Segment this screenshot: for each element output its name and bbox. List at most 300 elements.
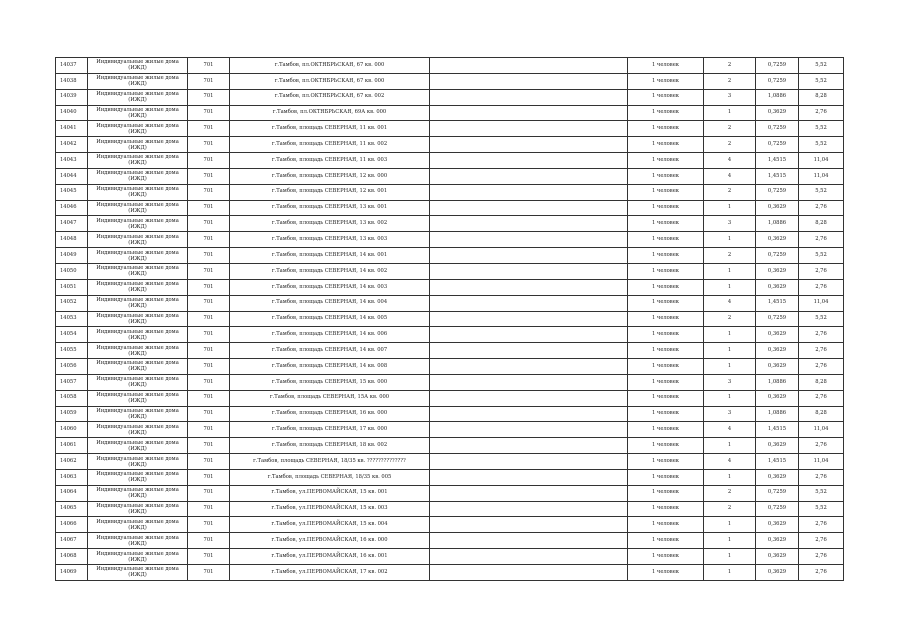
cell-address: г.Тамбов, площадь СЕВЕРНАЯ, 11 кв. 002 (230, 137, 430, 153)
cell-note (430, 422, 628, 438)
cell-value-1: 1,4515 (756, 168, 799, 184)
cell-type: Индивидуальные жилые дома (ИЖД) (88, 137, 188, 153)
cell-note (430, 390, 628, 406)
cell-type: Индивидуальные жилые дома (ИЖД) (88, 438, 188, 454)
cell-note (430, 137, 628, 153)
cell-code: 701 (188, 327, 230, 343)
cell-id: 14067 (56, 533, 88, 549)
cell-address: г.Тамбов, площадь СЕВЕРНАЯ, 15А кв. 000 (230, 390, 430, 406)
cell-unit: 1 человек (628, 406, 704, 422)
cell-code: 701 (188, 517, 230, 533)
cell-type: Индивидуальные жилые дома (ИЖД) (88, 153, 188, 169)
cell-count: 2 (704, 248, 756, 264)
cell-id: 14049 (56, 248, 88, 264)
cell-value-1: 0,3629 (756, 469, 799, 485)
cell-code: 701 (188, 232, 230, 248)
cell-unit: 1 человек (628, 327, 704, 343)
cell-count: 3 (704, 216, 756, 232)
cell-type: Индивидуальные жилые дома (ИЖД) (88, 406, 188, 422)
cell-id: 14054 (56, 327, 88, 343)
table-row (56, 359, 844, 375)
cell-code: 701 (188, 406, 230, 422)
cell-id: 14056 (56, 359, 88, 375)
cell-type: Индивидуальные жилые дома (ИЖД) (88, 73, 188, 89)
cell-unit: 1 человек (628, 263, 704, 279)
cell-value-1: 1,4515 (756, 422, 799, 438)
cell-note (430, 232, 628, 248)
cell-count: 2 (704, 137, 756, 153)
cell-unit: 1 человек (628, 390, 704, 406)
table-row (56, 390, 844, 406)
cell-code: 701 (188, 422, 230, 438)
cell-value-2: 11,04 (799, 168, 844, 184)
cell-type: Индивидуальные жилые дома (ИЖД) (88, 549, 188, 565)
cell-value-2: 2,76 (799, 533, 844, 549)
cell-id: 14042 (56, 137, 88, 153)
cell-type: Индивидуальные жилые дома (ИЖД) (88, 454, 188, 470)
cell-type: Индивидуальные жилые дома (ИЖД) (88, 343, 188, 359)
cell-unit: 1 человек (628, 374, 704, 390)
cell-count: 1 (704, 565, 756, 581)
cell-value-2: 8,28 (799, 216, 844, 232)
cell-value-1: 0,3629 (756, 343, 799, 359)
cell-type: Индивидуальные жилые дома (ИЖД) (88, 359, 188, 375)
cell-unit: 1 человек (628, 216, 704, 232)
cell-note (430, 184, 628, 200)
cell-note (430, 200, 628, 216)
cell-note (430, 343, 628, 359)
cell-code: 701 (188, 216, 230, 232)
cell-id: 14061 (56, 438, 88, 454)
cell-note (430, 469, 628, 485)
cell-code: 701 (188, 121, 230, 137)
cell-code: 701 (188, 248, 230, 264)
cell-count: 1 (704, 517, 756, 533)
cell-code: 701 (188, 311, 230, 327)
cell-count: 2 (704, 73, 756, 89)
table-row (56, 485, 844, 501)
cell-unit: 1 человек (628, 469, 704, 485)
cell-unit: 1 человек (628, 89, 704, 105)
cell-id: 14048 (56, 232, 88, 248)
cell-value-2: 8,28 (799, 89, 844, 105)
cell-address: г.Тамбов, площадь СЕВЕРНАЯ, 14 кв. 002 (230, 263, 430, 279)
cell-code: 701 (188, 105, 230, 121)
cell-id: 14041 (56, 121, 88, 137)
cell-value-1: 0,3629 (756, 390, 799, 406)
table-row (56, 232, 844, 248)
cell-id: 14066 (56, 517, 88, 533)
cell-note (430, 549, 628, 565)
cell-value-2: 2,76 (799, 565, 844, 581)
cell-address: г.Тамбов, площадь СЕВЕРНАЯ, 14 кв. 004 (230, 295, 430, 311)
cell-value-2: 2,76 (799, 438, 844, 454)
cell-value-1: 1,0886 (756, 216, 799, 232)
table-row (56, 501, 844, 517)
cell-note (430, 279, 628, 295)
cell-code: 701 (188, 168, 230, 184)
cell-value-2: 2,76 (799, 517, 844, 533)
table-row (56, 311, 844, 327)
cell-note (430, 153, 628, 169)
cell-type: Индивидуальные жилые дома (ИЖД) (88, 89, 188, 105)
cell-code: 701 (188, 89, 230, 105)
cell-code: 701 (188, 137, 230, 153)
cell-unit: 1 человек (628, 58, 704, 74)
cell-note (430, 168, 628, 184)
cell-type: Индивидуальные жилые дома (ИЖД) (88, 295, 188, 311)
cell-note (430, 263, 628, 279)
cell-unit: 1 человек (628, 454, 704, 470)
cell-value-2: 2,76 (799, 549, 844, 565)
cell-value-2: 8,28 (799, 406, 844, 422)
cell-code: 701 (188, 565, 230, 581)
table-row (56, 469, 844, 485)
cell-id: 14043 (56, 153, 88, 169)
cell-value-1: 1,4515 (756, 153, 799, 169)
cell-value-2: 2,76 (799, 105, 844, 121)
cell-code: 701 (188, 58, 230, 74)
cell-address: г.Тамбов, ул.ПЕРВОМАЙСКАЯ, 15 кв. 001 (230, 485, 430, 501)
cell-address: г.Тамбов, площадь СЕВЕРНАЯ, 18/35 кв. 005 (230, 469, 430, 485)
cell-value-1: 0,3629 (756, 549, 799, 565)
cell-value-2: 2,76 (799, 200, 844, 216)
cell-value-2: 11,04 (799, 153, 844, 169)
cell-value-1: 0,7259 (756, 121, 799, 137)
cell-value-2: 5,52 (799, 485, 844, 501)
cell-value-2: 5,52 (799, 137, 844, 153)
cell-note (430, 374, 628, 390)
cell-code: 701 (188, 200, 230, 216)
cell-count: 4 (704, 422, 756, 438)
cell-code: 701 (188, 485, 230, 501)
cell-count: 1 (704, 390, 756, 406)
cell-unit: 1 человек (628, 533, 704, 549)
cell-unit: 1 человек (628, 184, 704, 200)
cell-code: 701 (188, 390, 230, 406)
cell-value-1: 1,0886 (756, 374, 799, 390)
cell-value-2: 5,52 (799, 121, 844, 137)
cell-note (430, 533, 628, 549)
cell-address: г.Тамбов, площадь СЕВЕРНАЯ, 12 кв. 000 (230, 168, 430, 184)
cell-code: 701 (188, 454, 230, 470)
cell-count: 1 (704, 343, 756, 359)
table-row (56, 137, 844, 153)
cell-id: 14065 (56, 501, 88, 517)
cell-value-2: 5,52 (799, 248, 844, 264)
cell-count: 1 (704, 279, 756, 295)
cell-address: г.Тамбов, площадь СЕВЕРНАЯ, 15 кв. 000 (230, 374, 430, 390)
cell-type: Индивидуальные жилые дома (ИЖД) (88, 533, 188, 549)
cell-type: Индивидуальные жилые дома (ИЖД) (88, 374, 188, 390)
table-row (56, 121, 844, 137)
cell-code: 701 (188, 533, 230, 549)
cell-unit: 1 человек (628, 279, 704, 295)
cell-address: г.Тамбов, площадь СЕВЕРНАЯ, 14 кв. 003 (230, 279, 430, 295)
cell-value-2: 2,76 (799, 279, 844, 295)
cell-address: г.Тамбов, площадь СЕВЕРНАЯ, 14 кв. 001 (230, 248, 430, 264)
cell-type: Индивидуальные жилые дома (ИЖД) (88, 168, 188, 184)
cell-count: 2 (704, 184, 756, 200)
cell-address: г.Тамбов, пл.ОКТЯБРЬСКАЯ, 67 кв. 000 (230, 73, 430, 89)
table-row (56, 295, 844, 311)
document-page (55, 57, 843, 581)
cell-address: г.Тамбов, площадь СЕВЕРНАЯ, 16 кв. 000 (230, 406, 430, 422)
cell-value-1: 0,3629 (756, 327, 799, 343)
cell-address: г.Тамбов, ул.ПЕРВОМАЙСКАЯ, 16 кв. 000 (230, 533, 430, 549)
table-row (56, 58, 844, 74)
cell-value-1: 0,3629 (756, 533, 799, 549)
table-row (56, 406, 844, 422)
cell-type: Индивидуальные жилые дома (ИЖД) (88, 485, 188, 501)
cell-id: 14057 (56, 374, 88, 390)
cell-count: 4 (704, 153, 756, 169)
table-row (56, 343, 844, 359)
cell-unit: 1 человек (628, 422, 704, 438)
cell-type: Индивидуальные жилые дома (ИЖД) (88, 422, 188, 438)
table-row (56, 200, 844, 216)
cell-value-2: 2,76 (799, 327, 844, 343)
cell-code: 701 (188, 501, 230, 517)
cell-type: Индивидуальные жилые дома (ИЖД) (88, 200, 188, 216)
cell-value-1: 0,7259 (756, 58, 799, 74)
table-row (56, 422, 844, 438)
cell-unit: 1 человек (628, 168, 704, 184)
cell-type: Индивидуальные жилые дома (ИЖД) (88, 517, 188, 533)
cell-count: 1 (704, 533, 756, 549)
cell-count: 4 (704, 295, 756, 311)
cell-id: 14037 (56, 58, 88, 74)
cell-value-1: 0,3629 (756, 232, 799, 248)
cell-note (430, 327, 628, 343)
cell-address: г.Тамбов, площадь СЕВЕРНАЯ, 18/35 кв. ?????????????? (230, 454, 430, 470)
cell-value-2: 5,52 (799, 184, 844, 200)
cell-value-1: 0,7259 (756, 248, 799, 264)
cell-id: 14046 (56, 200, 88, 216)
cell-type: Индивидуальные жилые дома (ИЖД) (88, 263, 188, 279)
cell-code: 701 (188, 295, 230, 311)
cell-code: 701 (188, 359, 230, 375)
cell-note (430, 565, 628, 581)
table-row (56, 565, 844, 581)
cell-unit: 1 человек (628, 153, 704, 169)
cell-value-2: 11,04 (799, 422, 844, 438)
cell-id: 14060 (56, 422, 88, 438)
cell-value-2: 2,76 (799, 359, 844, 375)
table-row (56, 549, 844, 565)
cell-unit: 1 человек (628, 501, 704, 517)
table-row (56, 374, 844, 390)
cell-note (430, 454, 628, 470)
cell-unit: 1 человек (628, 248, 704, 264)
cell-value-2: 11,04 (799, 454, 844, 470)
cell-unit: 1 человек (628, 485, 704, 501)
table-row (56, 327, 844, 343)
cell-code: 701 (188, 469, 230, 485)
cell-address: г.Тамбов, площадь СЕВЕРНАЯ, 14 кв. 006 (230, 327, 430, 343)
cell-unit: 1 человек (628, 438, 704, 454)
cell-code: 701 (188, 184, 230, 200)
table-row (56, 454, 844, 470)
cell-count: 2 (704, 58, 756, 74)
cell-type: Индивидуальные жилые дома (ИЖД) (88, 469, 188, 485)
cell-value-1: 0,7259 (756, 311, 799, 327)
cell-type: Индивидуальные жилые дома (ИЖД) (88, 105, 188, 121)
table-row (56, 438, 844, 454)
cell-code: 701 (188, 73, 230, 89)
cell-address: г.Тамбов, ул.ПЕРВОМАЙСКАЯ, 17 кв. 002 (230, 565, 430, 581)
cell-unit: 1 человек (628, 121, 704, 137)
table-row (56, 105, 844, 121)
cell-value-1: 0,7259 (756, 137, 799, 153)
cell-unit: 1 человек (628, 343, 704, 359)
cell-note (430, 295, 628, 311)
cell-unit: 1 человек (628, 517, 704, 533)
cell-value-1: 0,3629 (756, 517, 799, 533)
cell-address: г.Тамбов, ул.ПЕРВОМАЙСКАЯ, 15 кв. 004 (230, 517, 430, 533)
cell-value-2: 2,76 (799, 263, 844, 279)
cell-count: 4 (704, 168, 756, 184)
cell-value-1: 0,3629 (756, 200, 799, 216)
table-row (56, 517, 844, 533)
cell-id: 14068 (56, 549, 88, 565)
cell-id: 14053 (56, 311, 88, 327)
cell-count: 2 (704, 485, 756, 501)
cell-type: Индивидуальные жилые дома (ИЖД) (88, 184, 188, 200)
cell-address: г.Тамбов, площадь СЕВЕРНАЯ, 13 кв. 003 (230, 232, 430, 248)
cell-code: 701 (188, 263, 230, 279)
cell-value-1: 0,7259 (756, 184, 799, 200)
cell-note (430, 73, 628, 89)
cell-code: 701 (188, 279, 230, 295)
table-row (56, 279, 844, 295)
cell-address: г.Тамбов, пл.ОКТЯБРЬСКАЯ, 69А кв. 000 (230, 105, 430, 121)
cell-address: г.Тамбов, площадь СЕВЕРНАЯ, 17 кв. 000 (230, 422, 430, 438)
cell-value-1: 1,0886 (756, 406, 799, 422)
cell-value-1: 0,3629 (756, 279, 799, 295)
cell-type: Индивидуальные жилые дома (ИЖД) (88, 501, 188, 517)
cell-count: 1 (704, 105, 756, 121)
cell-type: Индивидуальные жилые дома (ИЖД) (88, 311, 188, 327)
cell-type: Индивидуальные жилые дома (ИЖД) (88, 58, 188, 74)
table-row (56, 216, 844, 232)
cell-code: 701 (188, 374, 230, 390)
cell-value-2: 5,52 (799, 311, 844, 327)
cell-count: 4 (704, 454, 756, 470)
table-row (56, 153, 844, 169)
cell-type: Индивидуальные жилые дома (ИЖД) (88, 390, 188, 406)
cell-value-1: 0,7259 (756, 501, 799, 517)
cell-unit: 1 человек (628, 73, 704, 89)
cell-id: 14052 (56, 295, 88, 311)
cell-id: 14045 (56, 184, 88, 200)
cell-value-1: 1,4515 (756, 454, 799, 470)
cell-note (430, 89, 628, 105)
cell-id: 14055 (56, 343, 88, 359)
cell-type: Индивидуальные жилые дома (ИЖД) (88, 121, 188, 137)
cell-value-1: 0,3629 (756, 359, 799, 375)
housing-table (55, 57, 844, 581)
cell-count: 2 (704, 121, 756, 137)
cell-type: Индивидуальные жилые дома (ИЖД) (88, 565, 188, 581)
table-row (56, 533, 844, 549)
cell-value-1: 0,3629 (756, 105, 799, 121)
cell-note (430, 406, 628, 422)
cell-count: 1 (704, 200, 756, 216)
cell-id: 14050 (56, 263, 88, 279)
cell-unit: 1 человек (628, 137, 704, 153)
cell-address: г.Тамбов, площадь СЕВЕРНАЯ, 12 кв. 001 (230, 184, 430, 200)
cell-unit: 1 человек (628, 565, 704, 581)
cell-count: 1 (704, 327, 756, 343)
cell-id: 14063 (56, 469, 88, 485)
cell-unit: 1 человек (628, 359, 704, 375)
cell-address: г.Тамбов, площадь СЕВЕРНАЯ, 14 кв. 008 (230, 359, 430, 375)
cell-id: 14064 (56, 485, 88, 501)
cell-note (430, 311, 628, 327)
cell-address: г.Тамбов, площадь СЕВЕРНАЯ, 11 кв. 003 (230, 153, 430, 169)
cell-value-1: 0,3629 (756, 438, 799, 454)
cell-value-2: 8,28 (799, 374, 844, 390)
cell-value-2: 2,76 (799, 343, 844, 359)
cell-id: 14038 (56, 73, 88, 89)
cell-address: г.Тамбов, площадь СЕВЕРНАЯ, 14 кв. 005 (230, 311, 430, 327)
cell-id: 14047 (56, 216, 88, 232)
cell-count: 3 (704, 89, 756, 105)
cell-value-1: 1,0886 (756, 89, 799, 105)
cell-address: г.Тамбов, ул.ПЕРВОМАЙСКАЯ, 16 кв. 001 (230, 549, 430, 565)
cell-id: 14058 (56, 390, 88, 406)
cell-count: 3 (704, 406, 756, 422)
cell-code: 701 (188, 153, 230, 169)
cell-note (430, 517, 628, 533)
cell-id: 14044 (56, 168, 88, 184)
cell-count: 3 (704, 374, 756, 390)
cell-unit: 1 человек (628, 549, 704, 565)
cell-count: 1 (704, 549, 756, 565)
cell-id: 14051 (56, 279, 88, 295)
table-row (56, 73, 844, 89)
cell-value-2: 5,52 (799, 73, 844, 89)
cell-unit: 1 человек (628, 232, 704, 248)
cell-note (430, 438, 628, 454)
cell-value-1: 1,4515 (756, 295, 799, 311)
table-row (56, 263, 844, 279)
cell-count: 2 (704, 501, 756, 517)
cell-id: 14039 (56, 89, 88, 105)
cell-note (430, 485, 628, 501)
cell-note (430, 359, 628, 375)
cell-unit: 1 человек (628, 105, 704, 121)
cell-type: Индивидуальные жилые дома (ИЖД) (88, 327, 188, 343)
cell-count: 1 (704, 438, 756, 454)
cell-address: г.Тамбов, ул.ПЕРВОМАЙСКАЯ, 15 кв. 003 (230, 501, 430, 517)
cell-id: 14069 (56, 565, 88, 581)
cell-value-1: 0,7259 (756, 73, 799, 89)
cell-value-2: 2,76 (799, 390, 844, 406)
cell-type: Индивидуальные жилые дома (ИЖД) (88, 279, 188, 295)
cell-code: 701 (188, 343, 230, 359)
cell-address: г.Тамбов, площадь СЕВЕРНАЯ, 13 кв. 002 (230, 216, 430, 232)
cell-address: г.Тамбов, площадь СЕВЕРНАЯ, 14 кв. 007 (230, 343, 430, 359)
cell-unit: 1 человек (628, 200, 704, 216)
table-row (56, 184, 844, 200)
table-body (56, 58, 844, 581)
cell-value-2: 5,52 (799, 58, 844, 74)
cell-value-2: 5,52 (799, 501, 844, 517)
cell-value-1: 0,3629 (756, 565, 799, 581)
cell-note (430, 121, 628, 137)
